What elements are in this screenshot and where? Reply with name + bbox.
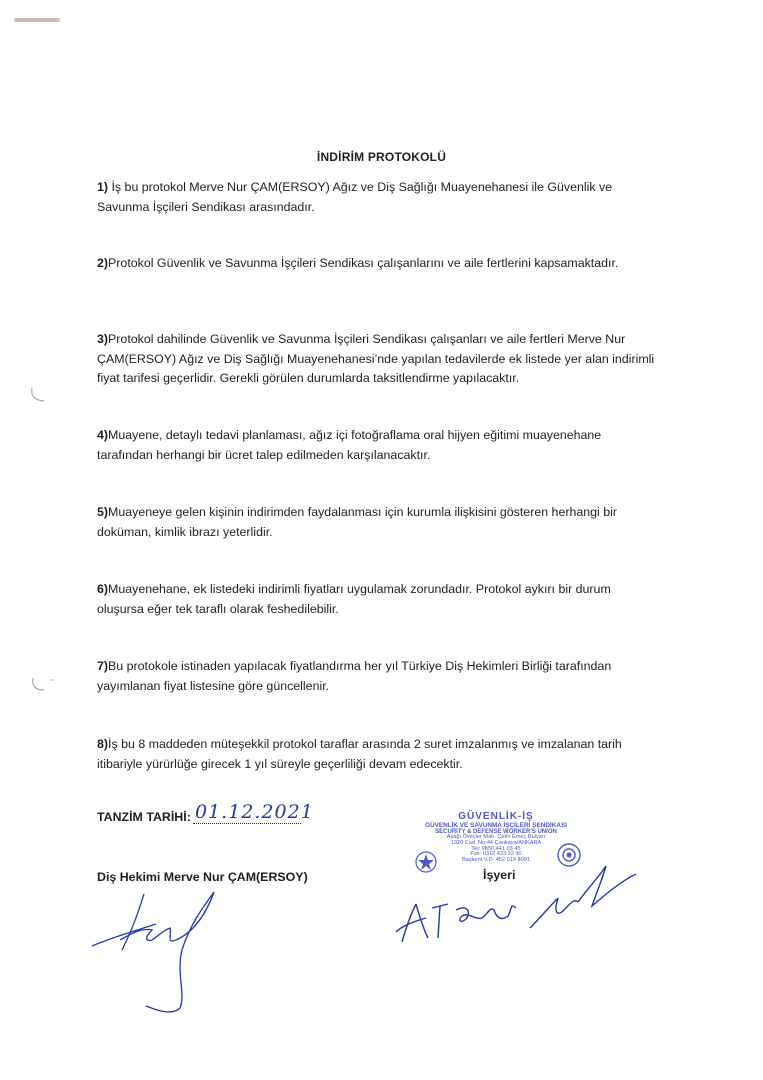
- stamp-line: 1320 Cad. No:44 Çankaya/ANKARA: [450, 840, 542, 846]
- article-number: 3): [97, 332, 109, 346]
- article-text: Muayene, detaylı tedavi planlaması, ağız içi fotoğraflama oral hijyen eğitimi muayenehane tarafından herhangi bir ücret talep edilmeden karşılanacaktır.: [97, 428, 602, 462]
- date-dotted-line: [193, 823, 301, 824]
- scan-mark: [14, 18, 60, 22]
- article-text: Muayeneye gelen kişinin indirimden faydalanması için kurumla ilişkisini gösteren herhangi bir doküman, kimlik ibrazı yeterlidir.: [97, 505, 617, 539]
- date-label: TANZİM TARİHİ:: [97, 810, 191, 824]
- punch-hole-mark: [28, 676, 58, 694]
- punch-hole-mark: [28, 386, 48, 404]
- stamp-line: GÜVENLİK VE SAVUNMA İŞÇİLERİ SENDİKASI: [424, 822, 568, 829]
- article-text: Protokol Güvenlik ve Savunma İşçileri Sendikası çalışanlarını ve aile fertlerini kapsamaktadır.: [108, 256, 619, 270]
- article-text: Protokol dahilinde Güvenlik ve Savunma İşçileri Sendikası çalışanları ve aile fertleri Merve Nur ÇAM(ERSOY) Ağız ve Diş Sağlığı Muayenehanesi’nde yapılan tedavilerde ek listede yer alan indirimli fiyat tarifesi geçerlidir. Gerekli görülen durumlarda taksitlendirme yapılacaktır.: [97, 332, 655, 385]
- article-number: 2): [97, 256, 109, 270]
- stamp-line: Tel: 0850 441 03 45: [471, 845, 521, 852]
- handwritten-date: 01.12.2021: [195, 801, 314, 823]
- article-number: 1): [97, 180, 109, 194]
- article-4: [97, 426, 657, 465]
- article-5: [97, 503, 657, 542]
- article-number: 7): [97, 659, 109, 673]
- stamp-line: Başkent V.D. 452 019 8091: [462, 856, 530, 863]
- signatory-right-name: İşyeri: [483, 868, 516, 882]
- article-text: Muayenehane, ek listedeki indirimli fiyatları uygulamak zorundadır. Protokol aykırı bir durum oluşursa eğer tek taraflı olarak feshedilebilir.: [97, 582, 611, 616]
- article-number: 8): [97, 737, 109, 751]
- article-text: Bu protokole istinaden yapılacak fiyatlandırma her yıl Türkiye Diş Hekimleri Birliği tarafından yayımlanan fiyat listesine göre güncellenir.: [97, 659, 612, 693]
- stamp-line: GÜVENLİK-İŞ: [458, 811, 534, 822]
- article-number: 5): [97, 505, 109, 519]
- article-1: [97, 178, 657, 217]
- article-6: [97, 580, 657, 619]
- stamp-line: Fax: 0312 433 32 90: [470, 851, 522, 858]
- left-signature: [86, 884, 226, 1019]
- article-number: 6): [97, 582, 109, 596]
- signatory-left-name: Diş Hekimi Merve Nur ÇAM(ERSOY): [97, 870, 308, 884]
- document-title: İNDİRİM PROTOKOLÜ: [316, 150, 447, 164]
- article-7: [97, 657, 657, 696]
- article-text: İş bu protokol Merve Nur ÇAM(ERSOY) Ağız ve Diş Sağlığı Muayenehanesi ile Güvenlik ve Savunma İşçileri Sendikası arasındadır.: [97, 180, 613, 214]
- article-number: 4): [97, 428, 109, 442]
- stamp-line: Aşağı Öveçler Mah. Çetin Emeç Bulvarı: [446, 834, 546, 841]
- article-8: [97, 735, 657, 774]
- article-text: İş bu 8 maddeden müteşekkil protokol taraflar arasında 2 suret imzalanmış ve imzalanan tarih itibariyle yürürlüğe girecek 1 yıl süreyle geçerliliği devam edecektir.: [97, 737, 622, 771]
- article-3: [97, 330, 657, 389]
- article-2: [97, 254, 657, 274]
- stamp-line: SECURITY & DEFENSE WORKER'S UNION: [435, 829, 557, 836]
- right-signature: [392, 858, 642, 948]
